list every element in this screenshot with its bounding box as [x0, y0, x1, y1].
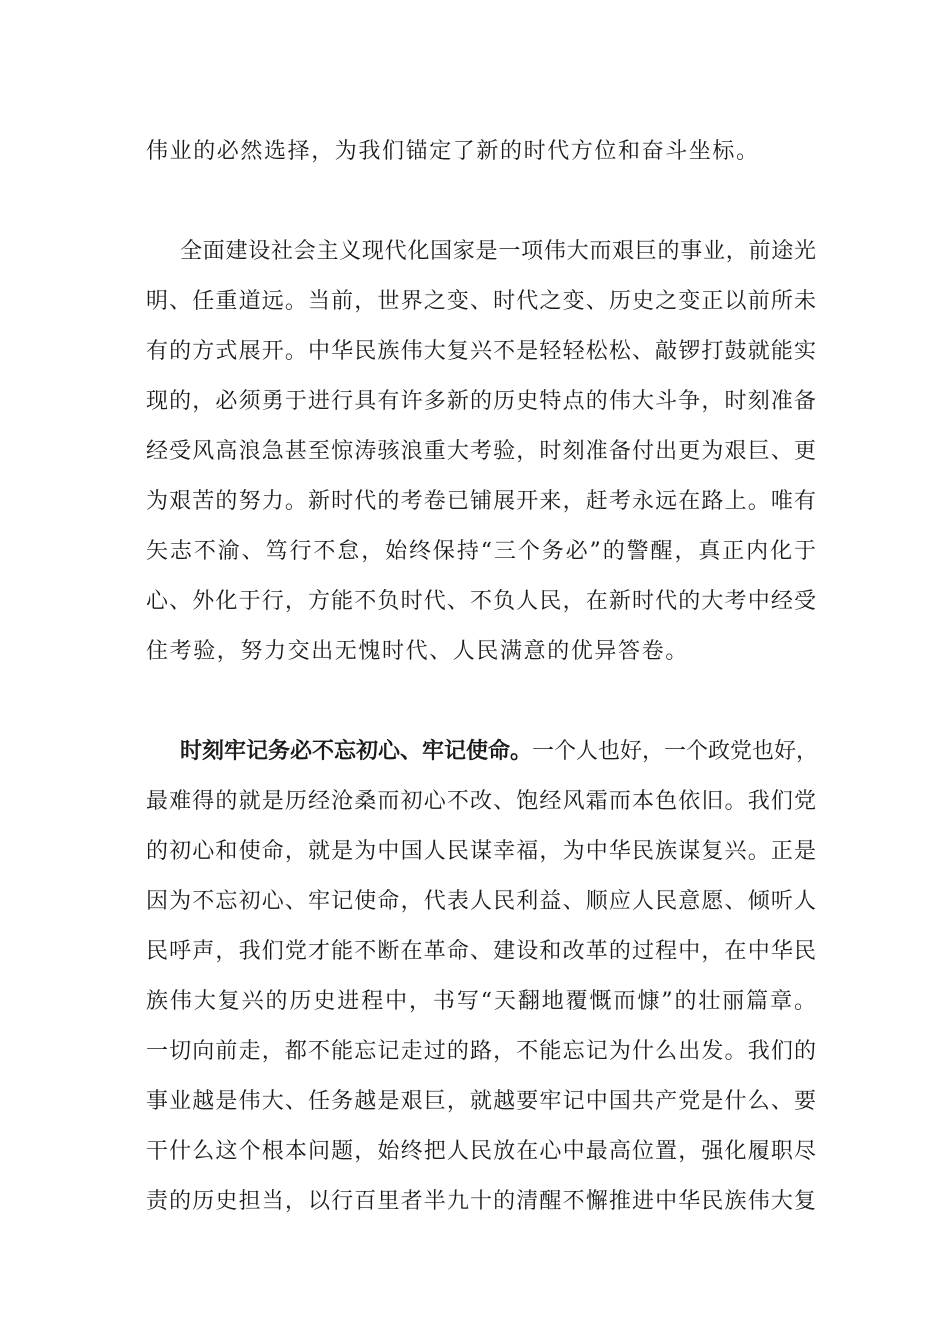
- paragraph-2-line-5: 经受风高浪急甚至惊涛骇浪重大考验，时刻准备付出更为艰巨、更: [146, 439, 816, 464]
- paragraph-3-line-3: 的初心和使命，就是为中国人民谋幸福，为中华民族谋复兴。正是: [146, 839, 816, 864]
- paragraph-3-line-1: [180, 737, 819, 767]
- paragraph-2-line-4: 现的，必须勇于进行具有许多新的历史特点的伟大斗争，时刻准备: [146, 389, 816, 414]
- paragraph-3-line-4: 因为不忘初心、牢记使命，代表人民利益、顺应人民意愿、倾听人: [146, 889, 816, 914]
- paragraph-3-heading: 时刻牢记务必不忘初心、牢记使命。: [180, 739, 533, 764]
- paragraph-3-line-5: 民呼声，我们党才能不断在革命、建设和改革的过程中，在中华民: [146, 939, 816, 964]
- paragraph-2-line-1: 全面建设社会主义现代化国家是一项伟大而艰巨的事业，前途光: [180, 239, 816, 264]
- paragraph-2-line-3: 有的方式展开。中华民族伟大复兴不是轻轻松松、敲锣打鼓就能实: [146, 339, 816, 364]
- paragraph-3-line-1-rest: 一个人也好，一个政党也好，: [532, 739, 819, 764]
- paragraph-3-line-2: 最难得的就是历经沧桑而初心不改、饱经风霜而本色依旧。我们党: [146, 789, 816, 814]
- paragraph-2-line-2: 明、任重道远。当前，世界之变、时代之变、历史之变正以前所未: [146, 289, 816, 314]
- paragraph-3-line-6: 族伟大复兴的历史进程中，书写“天翻地覆慨而慷”的壮丽篇章。: [146, 989, 816, 1014]
- paragraph-2-line-8: 心、外化于行，方能不负时代、不负人民，在新时代的大考中经受: [146, 589, 816, 614]
- paragraph-2-line-9: 住考验，努力交出无愧时代、人民满意的优异答卷。: [146, 639, 689, 664]
- paragraph-3-line-9: 干什么这个根本问题，始终把人民放在心中最高位置，强化履职尽: [146, 1139, 816, 1164]
- paragraph-3-line-7: 一切向前走，都不能忘记走过的路，不能忘记为什么出发。我们的: [146, 1039, 816, 1064]
- paragraph-3-line-10: 责的历史担当，以行百里者半九十的清醒不懈推进中华民族伟大复: [146, 1189, 816, 1214]
- paragraph-2-line-6: 为艰苦的努力。新时代的考卷已铺展开来，赶考永远在路上。唯有: [146, 489, 816, 514]
- paragraph-3-line-8: 事业越是伟大、任务越是艰巨，就越要牢记中国共产党是什么、要: [146, 1089, 816, 1114]
- paragraph-1-line-1: 伟业的必然选择，为我们锚定了新的时代方位和奋斗坐标。: [146, 139, 760, 164]
- paragraph-2-line-7: 矢志不渝、笃行不怠，始终保持“三个务必”的警醒，真正内化于: [146, 539, 816, 564]
